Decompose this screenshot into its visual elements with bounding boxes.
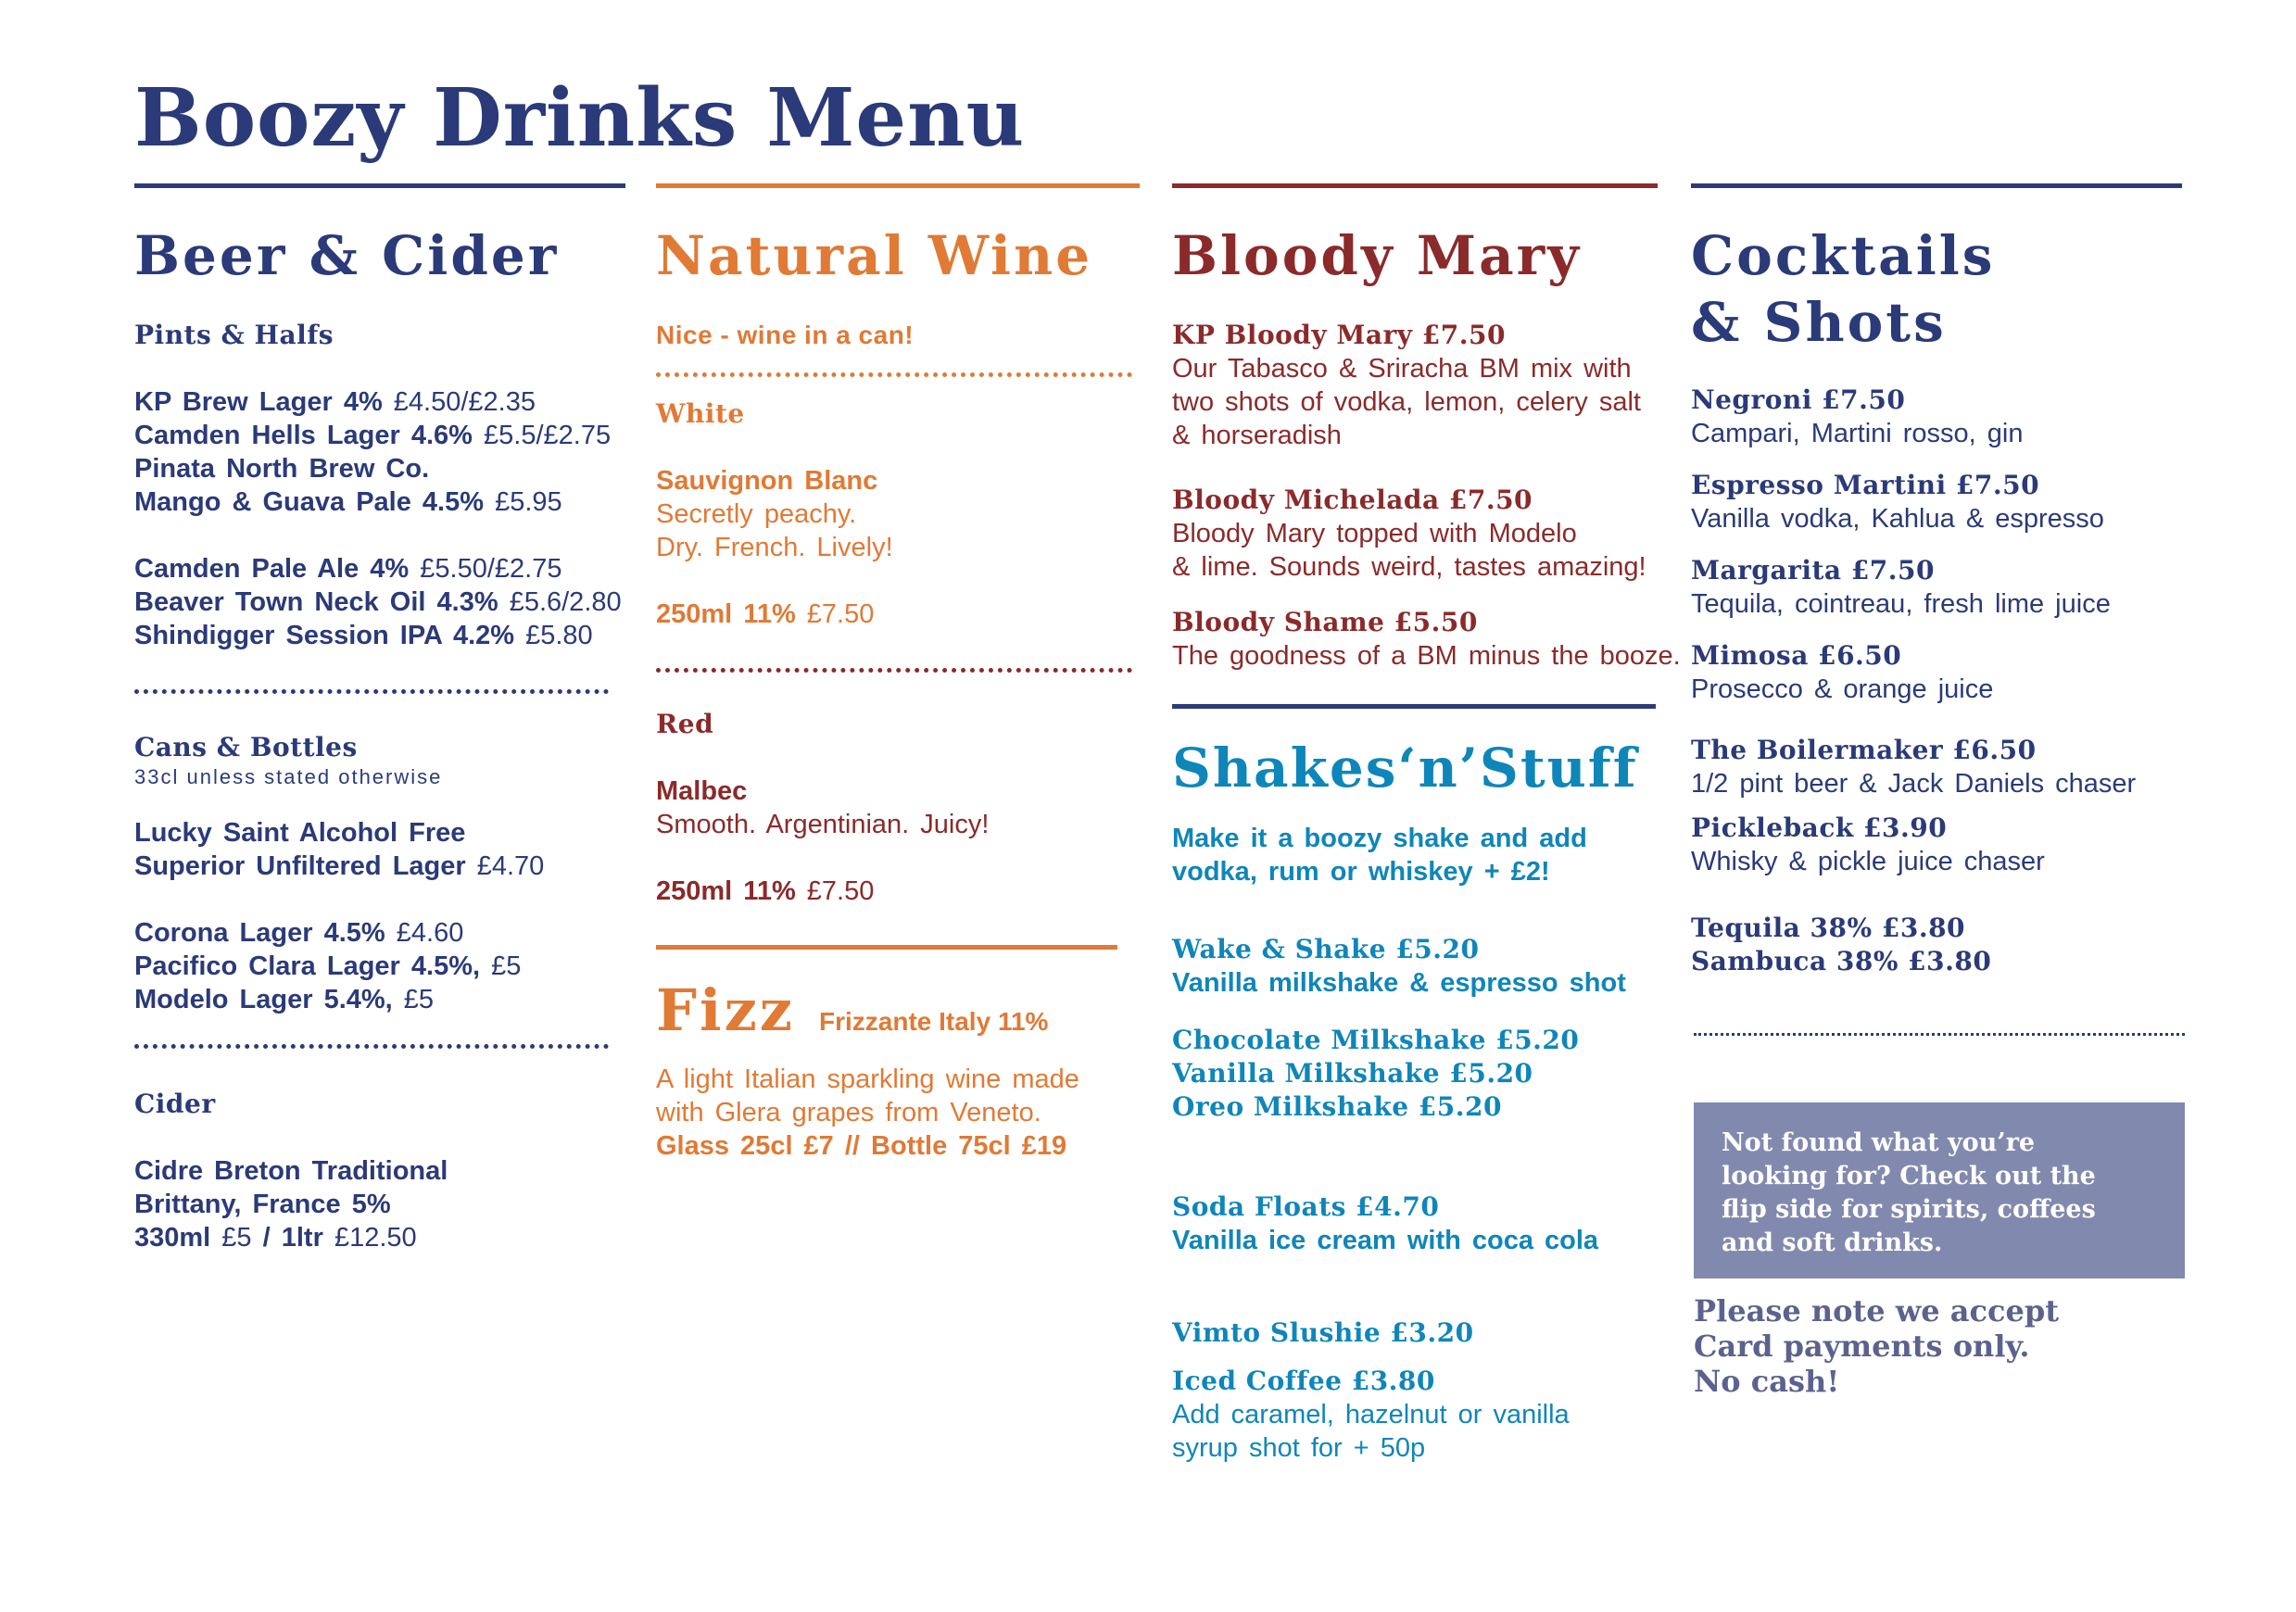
list-item bbox=[1691, 639, 2191, 706]
card-payment-note: Please note we accept Card payments only. No cash! bbox=[1694, 1293, 2059, 1399]
red-wine-price: 250ml 11% £7.50 bbox=[656, 876, 875, 906]
drink-desc: syrup shot for + 50p bbox=[1172, 1433, 1426, 1463]
drink-name: Wake & Shake £5.20 bbox=[1172, 934, 1480, 964]
list-item: Beaver Town Neck Oil 4.3% £5.6/2.80 bbox=[134, 587, 622, 617]
drink-name: Espresso Martini £7.50 bbox=[1691, 470, 2040, 500]
drink-name: Margarita £7.50 bbox=[1691, 555, 1935, 586]
drink-name: KP Bloody Mary £7.50 bbox=[1172, 320, 1506, 350]
list-item: Camden Pale Ale 4% £5.50/£2.75 bbox=[134, 554, 562, 584]
shakes-intro: vodka, rum or whiskey + £2! bbox=[1172, 857, 1550, 887]
subheading: Cans & Bottles bbox=[134, 732, 358, 762]
fizz-desc: with Glera grapes from Veneto. bbox=[656, 1098, 1041, 1127]
bloody-mary-section bbox=[1172, 222, 1681, 1465]
divider-mary bbox=[1172, 183, 1658, 188]
pints-list-2 bbox=[134, 552, 625, 652]
cider-origin: Brittany, France 5% bbox=[134, 1190, 391, 1219]
list-item bbox=[1691, 384, 2191, 450]
drink-name: Bloody Michelada £7.50 bbox=[1172, 485, 1533, 515]
list-item: Pacifico Clara Lager 4.5%, £5 bbox=[134, 951, 522, 981]
drink-name: Negroni £7.50 bbox=[1691, 384, 1906, 415]
list-item: Mango & Guava Pale 4.5% £5.95 bbox=[134, 487, 562, 517]
drink-name: Mimosa £6.50 bbox=[1691, 640, 1902, 671]
list-item: Lucky Saint Alcohol Free bbox=[134, 818, 466, 848]
list-item: Corona Lager 4.5% £4.60 bbox=[134, 918, 464, 948]
list-item bbox=[1691, 469, 2191, 535]
fizz-heading-row bbox=[656, 977, 1140, 1044]
list-item bbox=[1691, 554, 2191, 621]
drink-desc: 1/2 pint beer & Jack Daniels chaser bbox=[1691, 769, 2137, 799]
dotted-divider bbox=[1694, 1033, 2185, 1036]
drink-desc: & horseradish bbox=[1172, 421, 1342, 450]
drink-desc: Our Tabasco & Sriracha BM mix with bbox=[1172, 354, 1632, 384]
cider-price: 330ml £5 / 1ltr £12.50 bbox=[134, 1223, 417, 1253]
section-heading: Cocktails bbox=[1691, 224, 1996, 287]
section-heading: & Shots bbox=[1691, 291, 1947, 354]
red-wine-name: Malbec bbox=[656, 776, 748, 806]
flip-side-note: Not found what you’re looking for? Check out the flip side for spirits, coffees and soft drinks. bbox=[1694, 1102, 2185, 1278]
drink-name: Chocolate Milkshake £5.20 bbox=[1172, 1025, 1580, 1055]
drink-desc: Campari, Martini rosso, gin bbox=[1691, 419, 2024, 448]
cocktails-section bbox=[1691, 222, 2191, 978]
shakes-intro: Make it a boozy shake and add bbox=[1172, 824, 1587, 853]
list-item bbox=[1691, 812, 2191, 878]
wine-tagline: Nice - wine in a can! bbox=[656, 321, 915, 349]
drink-name: Vanilla Milkshake £5.20 bbox=[1172, 1058, 1533, 1089]
cans-note: 33cl unless stated otherwise bbox=[134, 765, 443, 788]
subheading: White bbox=[656, 398, 745, 429]
drink-desc: Add caramel, hazelnut or vanilla bbox=[1172, 1400, 1570, 1429]
drink-desc: two shots of vodka, lemon, celery salt bbox=[1172, 387, 1641, 417]
shot-item: Tequila 38% £3.80 bbox=[1691, 913, 1966, 943]
divider-shakes bbox=[1172, 704, 1656, 709]
fizz-desc: A light Italian sparkling wine made bbox=[656, 1064, 1079, 1094]
divider-wine bbox=[656, 183, 1140, 188]
list-item bbox=[1172, 484, 1672, 584]
drink-desc: Vanilla ice cream with coca cola bbox=[1172, 1226, 1599, 1255]
list-item: Superior Unfiltered Lager £4.70 bbox=[134, 851, 545, 881]
section-heading: Bloody Mary bbox=[1172, 224, 1582, 287]
list-item bbox=[1691, 734, 2191, 800]
list-item bbox=[1172, 606, 1681, 673]
pints-list bbox=[134, 385, 625, 519]
drink-name: Pickleback £3.90 bbox=[1691, 812, 1948, 843]
cider-name: Cidre Breton Traditional bbox=[134, 1156, 448, 1186]
drink-desc: The goodness of a BM minus the booze. bbox=[1172, 641, 1681, 671]
drink-name: Bloody Shame £5.50 bbox=[1172, 607, 1478, 637]
drink-name: Iced Coffee £3.80 bbox=[1172, 1366, 1435, 1396]
drink-name: The Boilermaker £6.50 bbox=[1691, 735, 2037, 765]
drink-desc: Whisky & pickle juice chaser bbox=[1691, 847, 2045, 876]
list-item: Modelo Lager 5.4%, £5 bbox=[134, 985, 435, 1014]
fizz-price: Glass 25cl £7 // Bottle 75cl £19 bbox=[656, 1131, 1067, 1161]
subheading: Red bbox=[656, 709, 714, 739]
divider-fizz bbox=[656, 945, 1117, 950]
subheading: Pints & Halfs bbox=[134, 320, 334, 350]
white-wine-desc: Secretly peachy. bbox=[656, 499, 857, 529]
drink-desc: Vanilla milkshake & espresso shot bbox=[1172, 968, 1626, 998]
fizz-heading: Fizz bbox=[656, 976, 795, 1044]
shakes-heading: Shakes‘n’Stuff bbox=[1172, 737, 1638, 800]
drink-name: Vimto Slushie £3.20 bbox=[1172, 1317, 1474, 1348]
divider-beer bbox=[134, 183, 625, 188]
drink-desc: Bloody Mary topped with Modelo bbox=[1172, 519, 1577, 548]
divider-cocktails bbox=[1691, 183, 2182, 188]
list-item: KP Brew Lager 4% £4.50/£2.35 bbox=[134, 387, 536, 417]
natural-wine-section bbox=[656, 222, 1140, 1163]
red-wine-desc: Smooth. Argentinian. Juicy! bbox=[656, 810, 990, 839]
beer-cider-section bbox=[134, 222, 625, 1254]
subheading: Cider bbox=[134, 1089, 216, 1119]
section-heading: Natural Wine bbox=[656, 224, 1093, 287]
shot-item: Sambuca 38% £3.80 bbox=[1691, 946, 1992, 976]
list-item: Camden Hells Lager 4.6% £5.5/£2.75 bbox=[134, 421, 612, 450]
fizz-subheading: Frizzante Italy 11% bbox=[819, 1007, 1049, 1036]
section-heading: Beer & Cider bbox=[134, 224, 560, 287]
drink-desc: Prosecco & orange juice bbox=[1691, 674, 1994, 704]
drink-name: Soda Floats £4.70 bbox=[1172, 1191, 1440, 1222]
drink-desc: Tequila, cointreau, fresh lime juice bbox=[1691, 589, 2111, 619]
list-item: Shindigger Session IPA 4.2% £5.80 bbox=[134, 621, 593, 650]
white-wine-price: 250ml 11% £7.50 bbox=[656, 599, 875, 629]
cans-list bbox=[134, 816, 625, 883]
page-title: Boozy Drinks Menu bbox=[134, 71, 1026, 165]
drink-desc: & lime. Sounds weird, tastes amazing! bbox=[1172, 552, 1646, 582]
white-wine-name: Sauvignon Blanc bbox=[656, 466, 878, 496]
drink-name: Oreo Milkshake £5.20 bbox=[1172, 1091, 1502, 1122]
list-item: Pinata North Brew Co. bbox=[134, 454, 430, 484]
cans-list-2 bbox=[134, 916, 625, 1016]
drink-desc: Vanilla vodka, Kahlua & espresso bbox=[1691, 504, 2104, 534]
white-wine-desc: Dry. French. Lively! bbox=[656, 533, 893, 562]
list-item bbox=[1172, 319, 1672, 452]
